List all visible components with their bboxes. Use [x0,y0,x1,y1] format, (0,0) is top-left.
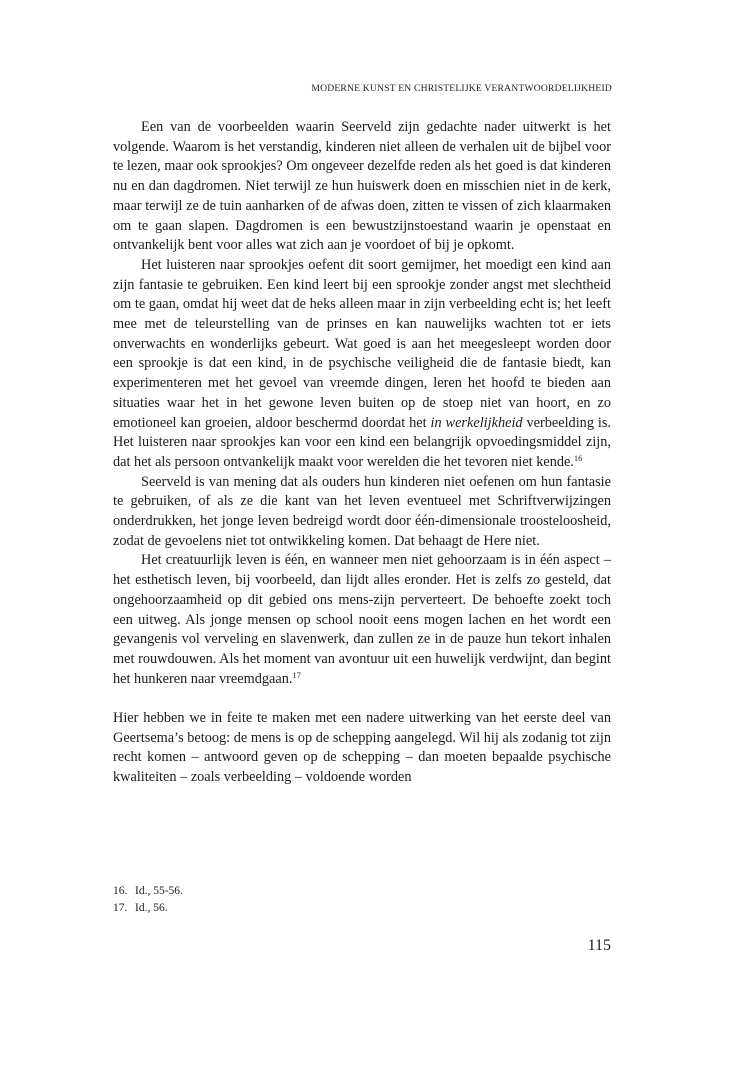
footnote-number: 17. [113,901,128,914]
paragraph-2-text-end: verbeelding is. Het luisteren naar sprookjes kan voor een kind een belangrijk opvoedingsmiddel zijn, dat het als persoon ontvankelijk maakt voor werelden die het tevoren niet kende. [113,414,611,470]
paragraph-1: Een van de voorbeelden waarin Seerveld zijn gedachte nader uitwerkt is het volgende. Waarom is het verstandig, kinderen niet alleen de verhalen uit de bijbel voor te lezen, maar ook sprookjes? Om ongeveer dezelfde reden als het goed is dat kinderen nu en dan dagdromen. Niet terwijl ze hun huiswerk doen en misschien niet in de kerk, maar terwijl ze de tuin aanharken of de afwas doen, zitten te vissen of zich klaarmaken om te gaan slapen. Dagdromen is een bewustzijnstoestand waarin je openstaat en ontvankelijk bent voor alles wat zich aan je voordoet of bij je opkomt. [113,119,611,254]
footnote-text: Id., 56. [135,901,168,914]
body-text [113,118,611,788]
page-number: 115 [587,937,611,954]
paragraph-4 [113,551,611,689]
paragraph-4-text: Het creatuurlijk leven is één, en wanneer men niet gehoorzaam is in één aspect – het esthetisch leven, bij voorbeeld, dan lijdt alles eronder. Het is zelfs zo gesteld, dat ongehoorzaamheid op dit gebied ons mens-zijn perverteert. De behoefte zoekt toch een uitweg. Als jonge mensen op school nooit eens mogen lachen en het wordt een gevangenis vol verveling en slavenwerk, dan zullen ze in de pauze hun tekort inhalen met rouwdouwen. Als het moment van avontuur uit een huwelijk verdwijnt, dan begint het hunkeren naar vreemdgaan. [113,552,611,687]
running-header: MODERNE KUNST EN CHRISTELIJKE VERANTWOORDELIJKHEID [311,83,612,94]
paragraph-3: Seerveld is van mening dat als ouders hun kinderen niet oefenen om hun fantasie te gebruiken, of als ze die kant van het leven eventueel met Schriftverwijzingen onderdrukken, het jonge leven bedreigd wordt door één-dimensionale troosteloosheid, zodat de gevoelens niet tot ontwikkeling komen. Dat behaagt de Here niet. [113,473,611,549]
paragraph-5: Hier hebben we in feite te maken met een nadere uitwerking van het eerste deel van Geertsema’s betoog: de mens is op de schepping aangelegd. Wil hij als zodanig tot zijn recht komen – antwoord geven op de schepping – dan moeten bepaalde psychische kwaliteiten – zoals verbeelding – voldoende worden [113,710,611,786]
footnote-ref-16: 16 [573,452,583,463]
footnote-number: 16. [113,885,128,897]
footnote-ref-17: 17 [292,669,301,680]
emphasis-werkelijkheid: in werkelijkheid [430,414,523,431]
footnote-16 [113,883,183,900]
footnotes [113,883,183,916]
footnote-17 [113,900,183,917]
paragraph-2 [113,256,611,473]
footnote-text: Id., 55-56. [135,885,183,897]
paragraph-2-text: Het luisteren naar sprookjes oefent dit soort gemijmer, het moedigt een kind aan zijn fantasie te gebruiken. Een kind leert bij een sprookje zonder angst met slechtheid om te gaan, omdat hij weet dat de heks alleen maar in zijn verbeelding echt is; het leeft mee met de teleurstelling van de prinses en kan nauwelijks wachten tot er iets onverwachts en wonderlijks gebeurt. Wat goed is aan het meegesleept worden door een sprookje is dat een kind, in de psychische veiligheid die de fantasie biedt, kan experimenteren met het gevoel van vreemde dingen, leren het hoofd te bieden aan situaties waar het in het gewone leven buiten op de stoep niet van hoort, en zo emotioneel kan groeien, aldoor beschermd doordat het [113,256,611,431]
